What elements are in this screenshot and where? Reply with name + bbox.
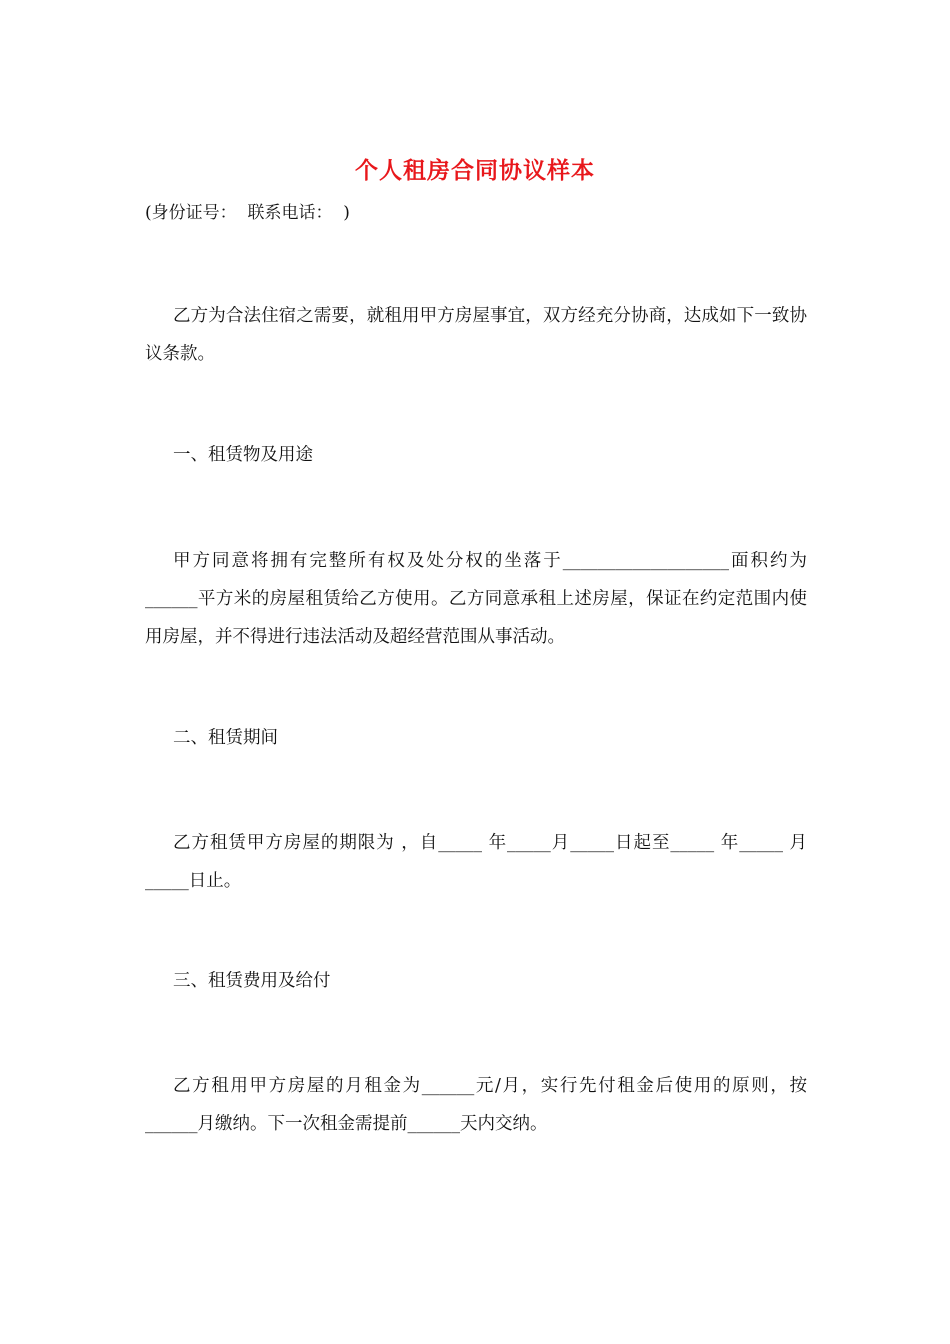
id-contact-line: (身份证号： 联系电话： ) [145, 203, 350, 223]
section-heading-1: 一、租赁物及用途 [173, 445, 313, 465]
document-title: 个人租房合同协议样本 [355, 157, 595, 184]
section-heading-2: 二、租赁期间 [173, 728, 278, 748]
intro-paragraph: 乙方为合法住宿之需要，就租用甲方房屋事宜，双方经充分协商，达成如下一致协议条款。 [145, 306, 807, 364]
section-body-1: 甲方同意将拥有完整所有权及处分权的坐落于___________________面积约为______平方米的房屋租赁给乙方使用。乙方同意承租上述房屋，保证在约定范围内使用房屋，并不得进行违法活动及超经营范围从事活动。 [145, 551, 807, 647]
section-body-3: 乙方租用甲方房屋的月租金为______元/月，实行先付租金后使用的原则，按______月缴纳。下一次租金需提前______天内交纳。 [145, 1076, 807, 1134]
section-heading-3: 三、租赁费用及给付 [173, 971, 331, 991]
section-body-2: 乙方租赁甲方房屋的期限为 ，自_____ 年_____月_____日起至_____ 年_____ 月_____日止。 [145, 833, 807, 891]
